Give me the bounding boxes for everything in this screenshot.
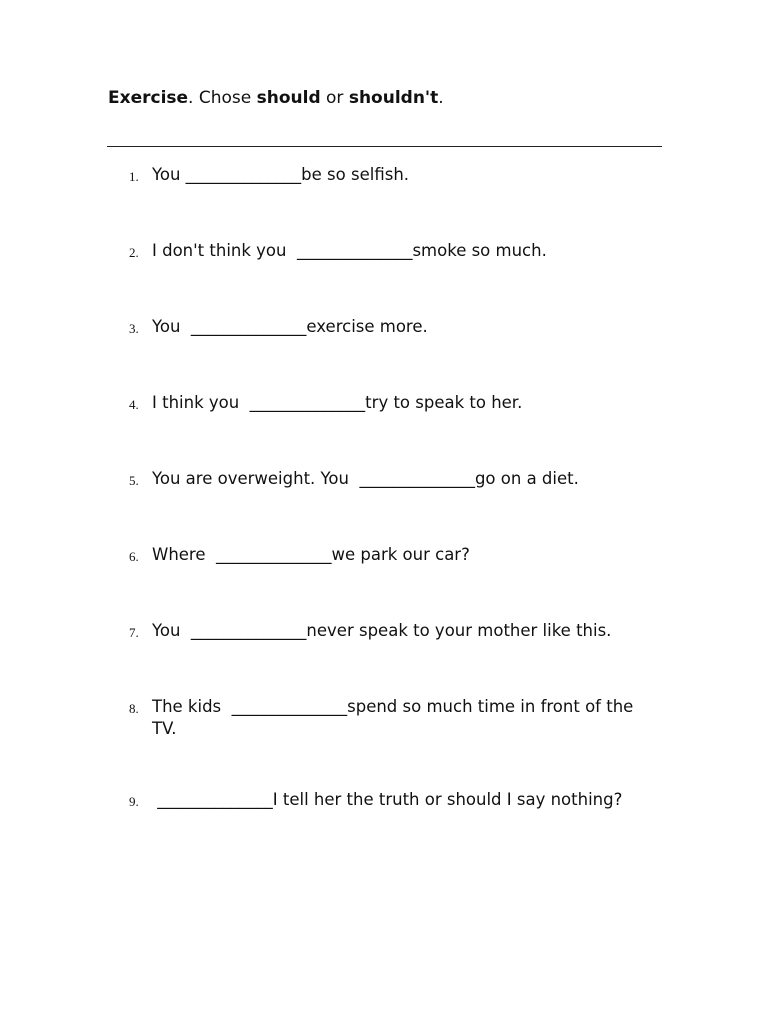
item-sentence: You ______________exercise more. xyxy=(152,317,428,336)
item-number: 8. xyxy=(129,701,139,716)
item-number: 9. xyxy=(129,794,139,809)
exercise-heading xyxy=(108,86,444,110)
heading-period: . xyxy=(438,88,444,108)
item-sentence: You ______________never speak to your mother like this. xyxy=(152,621,612,640)
item-number: 7. xyxy=(129,625,139,640)
item-sentence: The kids ______________spend so much time in front of the TV. xyxy=(152,697,639,738)
heading-instruction-text: . Chose xyxy=(188,88,257,108)
item-sentence: ______________I tell her the truth or should I say nothing? xyxy=(152,790,623,809)
heading-divider xyxy=(107,146,662,147)
heading-or-text: or xyxy=(320,88,349,108)
item-number: 3. xyxy=(129,321,139,336)
item-sentence: Where ______________we park our car? xyxy=(152,545,470,564)
item-number: 1. xyxy=(129,169,139,184)
item-number: 5. xyxy=(129,473,139,488)
item-number: 4. xyxy=(129,397,139,412)
heading-should-word: should xyxy=(256,88,321,108)
item-sentence: I think you ______________try to speak to her. xyxy=(152,393,523,412)
item-sentence: You are overweight. You ______________go on a diet. xyxy=(152,469,579,488)
item-number: 2. xyxy=(129,245,139,260)
heading-exercise-word: Exercise xyxy=(108,88,189,108)
heading-shouldnt-word: shouldn't xyxy=(348,88,439,108)
item-number: 6. xyxy=(129,549,139,564)
item-sentence: I don't think you ______________smoke so much. xyxy=(152,241,547,260)
item-sentence: You ______________be so selfish. xyxy=(152,165,410,184)
